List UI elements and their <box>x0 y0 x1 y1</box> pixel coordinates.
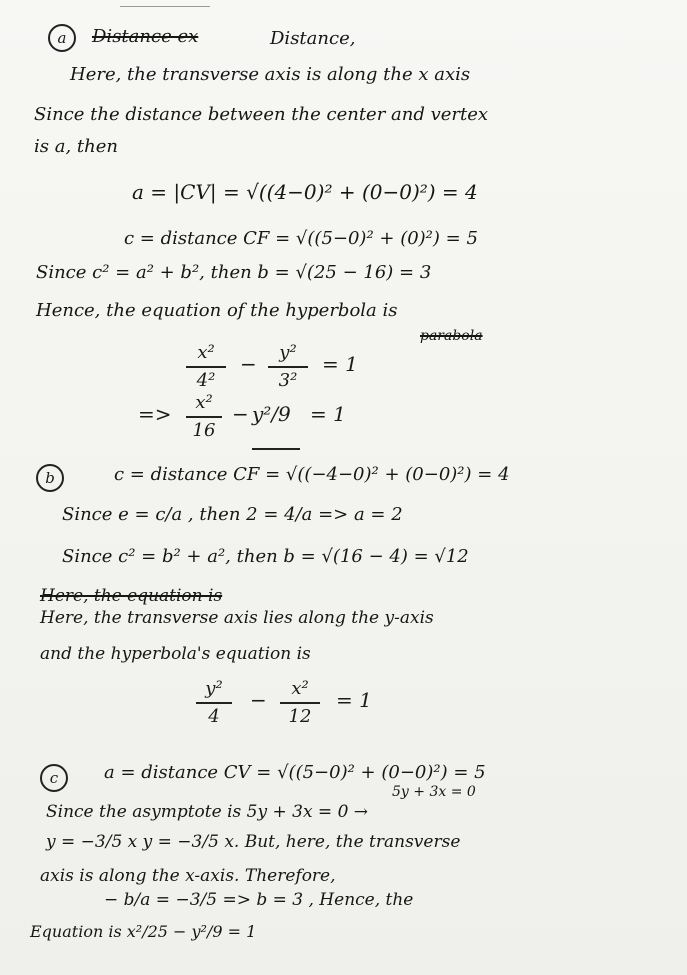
part-a-eq2-arrow: => <box>138 402 172 426</box>
part-a-eq2-term2: y²/9 <box>252 402 291 426</box>
part-b-line-4-struck: Here, the equation is <box>40 586 223 606</box>
part-c-line-6: Equation is x²/25 − y²/9 = 1 <box>30 922 257 941</box>
part-a-eq2-rhs: = 1 <box>310 402 346 426</box>
part-c-line-4: axis is along the x-axis. Therefore, <box>40 866 336 886</box>
part-c-line-3: y = −3/5 x y = −3/5 x. But, here, the transverse <box>46 832 461 852</box>
part-b-eq-op: − <box>250 688 267 712</box>
part-a-line-1: Here, the transverse axis is along the x axis <box>70 64 471 85</box>
part-b-line-5: Here, the transverse axis lies along the y-axis <box>40 608 434 628</box>
part-c-line-5: − b/a = −3/5 => b = 3 , Hence, the <box>104 890 414 910</box>
part-b-eq-rhs: = 1 <box>336 688 372 712</box>
part-a-eq1-term2: y² 3² <box>268 342 308 392</box>
part-c-label: c <box>40 764 68 792</box>
part-a-line-3: is a, then <box>34 136 118 157</box>
part-b-line-1: c = distance CF = √((−4−0)² + (0−0)²) = 4 <box>114 464 510 485</box>
page-edge-line <box>120 6 210 7</box>
part-c-line-1: a = distance CV = √((5−0)² + (0−0)²) = 5 <box>104 762 486 783</box>
part-a-hence-line: Hence, the equation of the hyperbola is <box>36 300 398 321</box>
part-a-eq1-rhs: = 1 <box>322 352 358 376</box>
part-a-eq-c: c = distance CF = √((5−0)² + (0)²) = 5 <box>124 228 478 249</box>
answer-underline <box>252 448 300 450</box>
part-a-eq-a: a = |CV| = √((4−0)² + (0−0)²) = 4 <box>132 180 478 204</box>
part-c-asymptote-note: 5y + 3x = 0 <box>392 784 476 800</box>
part-a-eq1-term1: x² 4² <box>186 342 226 392</box>
part-a-eq2-term1: x² 16 <box>186 392 222 442</box>
part-b-eq-term1: y² 4 <box>196 678 232 728</box>
part-a-eq1-op: − <box>240 352 257 376</box>
part-a-struck-word: parabola <box>420 328 483 344</box>
part-a-label: a <box>48 24 76 52</box>
part-a-line-2: Since the distance between the center and vertex <box>34 104 489 125</box>
part-b-line-6: and the hyperbola's equation is <box>40 644 311 664</box>
part-c-line-2: Since the asymptote is 5y + 3x = 0 → <box>46 802 369 822</box>
part-b-eq-term2: x² 12 <box>280 678 320 728</box>
part-b-line-2: Since e = c/a , then 2 = 4/a => a = 2 <box>62 504 403 525</box>
part-a-heading: Distance, <box>270 28 356 49</box>
part-a-heading-struck: Distance ex <box>92 26 199 47</box>
part-b-line-3: Since c² = b² + a², then b = √(16 − 4) = √12 <box>62 546 469 567</box>
part-a-eq2-op: − <box>232 402 249 426</box>
part-a-eq-b: Since c² = a² + b², then b = √(25 − 16) = 3 <box>36 262 432 283</box>
part-b-label: b <box>36 464 64 492</box>
